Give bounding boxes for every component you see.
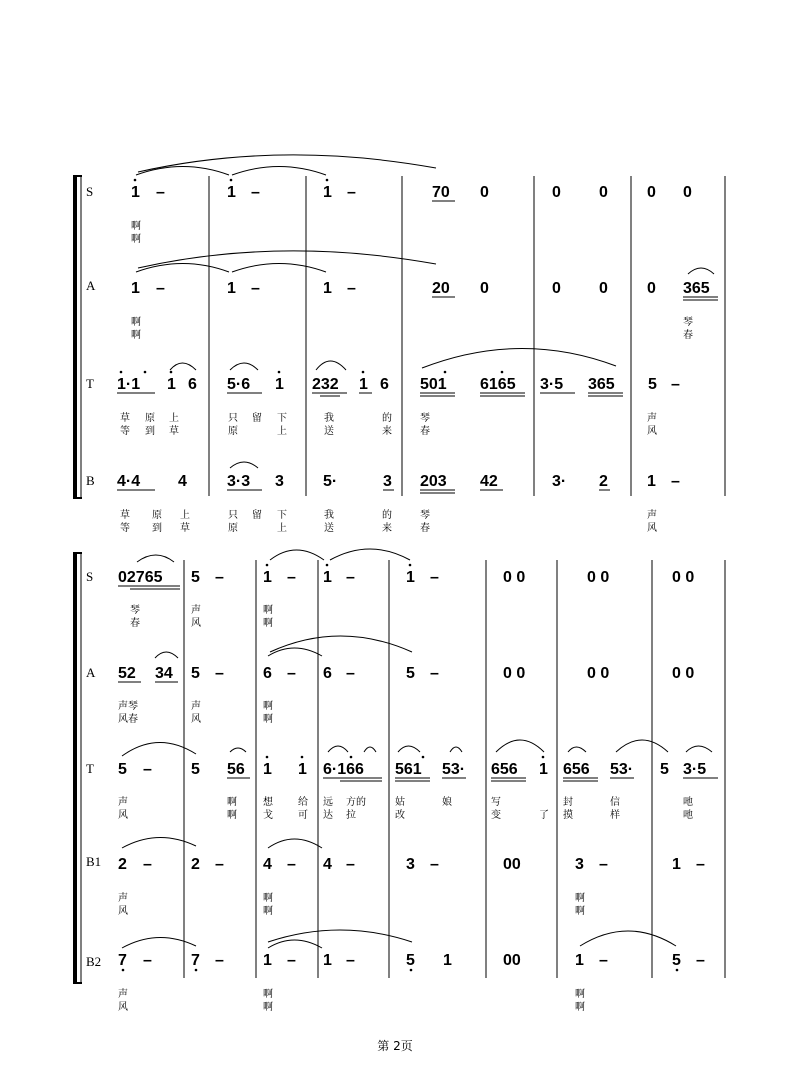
lyric: 变 [491, 810, 501, 821]
lyric: 啊 [575, 906, 585, 917]
lyric: 琴 [420, 413, 430, 424]
lyric: 风 [118, 810, 128, 821]
lyric: 草 [120, 510, 130, 521]
alto-notes [118, 665, 694, 682]
note: – [287, 856, 296, 873]
note: – [143, 856, 152, 873]
note: 5 [660, 761, 669, 778]
lyric: 娘 [442, 797, 452, 808]
lyric: 吔 [683, 810, 693, 821]
note: – [430, 856, 439, 873]
slurs [136, 251, 714, 274]
lyrics-line-1 [118, 795, 693, 808]
lyric: 啊 [263, 605, 273, 616]
lyric: 风 [647, 523, 657, 534]
lyric: 琴 [683, 317, 693, 328]
lyric: 送 [324, 426, 334, 437]
lyric: 风 [191, 714, 201, 725]
note: – [156, 184, 165, 201]
note: 6165 [480, 376, 516, 393]
lyric: 春 [130, 618, 140, 629]
note: – [599, 856, 608, 873]
note: 3·5 [683, 761, 707, 778]
note: 1 [539, 761, 548, 778]
lyric: 改 [395, 810, 405, 821]
note: 00 [503, 856, 521, 873]
note: – [671, 473, 680, 490]
note: 3 [275, 473, 284, 490]
lyric: 姑 [395, 797, 405, 808]
lyric: 只 [228, 413, 238, 424]
lyric: 风 [118, 906, 128, 917]
lyric: 啊 [263, 989, 273, 1000]
note: 0 [552, 280, 561, 297]
note: 5 [648, 376, 657, 393]
note: 1 [672, 856, 681, 873]
note: 1 [263, 952, 272, 969]
lyric: 啊 [131, 330, 141, 341]
lyric: 达 [323, 810, 333, 821]
lyrics-line-2 [120, 424, 657, 437]
lyric: 封 [563, 797, 573, 808]
note: 6 [263, 665, 272, 682]
note: 365 [588, 376, 615, 393]
note: 5 [191, 665, 200, 682]
part-label: T [86, 761, 94, 776]
lyric: 到 [145, 426, 155, 437]
lyric: 上 [277, 523, 287, 534]
note: 1·1 [117, 376, 141, 393]
lyric: 啊 [263, 906, 273, 917]
note: 20 [432, 280, 450, 297]
lyric: 上 [277, 426, 287, 437]
note: 0 0 [672, 569, 695, 586]
lyric: 声 [191, 605, 201, 616]
note: 0 [599, 280, 608, 297]
slurs [136, 155, 436, 175]
note: 0 [480, 184, 489, 201]
note: 656 [491, 761, 518, 778]
lyric: 下 [277, 413, 287, 424]
lyric: 啊 [227, 797, 237, 808]
page-number: 第 2页 [377, 1039, 413, 1053]
lyric: 来 [382, 523, 392, 534]
barlines [209, 176, 725, 496]
lyric: 啊 [575, 989, 585, 1000]
note: 1 [359, 376, 368, 393]
lyric: 风 [118, 1002, 128, 1013]
note: 561 [395, 761, 422, 778]
lyric: 声 [118, 893, 128, 904]
note: – [251, 184, 260, 201]
note: 5 [191, 761, 200, 778]
note: 1 [323, 952, 332, 969]
note: 4 [323, 856, 332, 873]
soprano-notes [131, 184, 692, 201]
note: 2 [599, 473, 608, 490]
lyric: 啊 [131, 221, 141, 232]
note: 5 [672, 952, 681, 969]
note: 0 [647, 184, 656, 201]
note: – [430, 665, 439, 682]
lyric: 啊 [263, 1002, 273, 1013]
lyric: 下 [277, 510, 287, 521]
system-bracket [73, 553, 77, 983]
note: 7 [191, 952, 200, 969]
lyric: 上 [169, 413, 179, 424]
lyric: 声琴 [118, 701, 138, 712]
note: 1 [263, 569, 272, 586]
note: – [347, 280, 356, 297]
note: 2 [191, 856, 200, 873]
part-label: A [86, 278, 96, 293]
note: 1 [647, 473, 656, 490]
lyrics-line-2 [118, 808, 693, 821]
lyric: 只 [228, 510, 238, 521]
note: – [346, 856, 355, 873]
lyric: 给 [298, 797, 308, 808]
note: 1 [298, 761, 307, 778]
note: 6 [188, 376, 197, 393]
lyric: 草 [120, 413, 130, 424]
lyric: 声 [647, 510, 657, 521]
lyric: 戈 [263, 810, 273, 821]
lyric: 啊 [263, 618, 273, 629]
lyric: 写 [491, 797, 501, 808]
lyric: 了 [539, 810, 549, 821]
note: 5 [118, 761, 127, 778]
lyric: 吔 [683, 797, 693, 808]
lyric: 声 [118, 797, 128, 808]
note: – [251, 280, 260, 297]
lyric: 等 [120, 426, 130, 437]
lyric: 来 [382, 426, 392, 437]
note: – [156, 280, 165, 297]
note: 1 [131, 184, 140, 201]
note: 1 [131, 280, 140, 297]
note: 1 [323, 184, 332, 201]
lyric: 琴 [130, 605, 140, 616]
lyric: 想 [263, 797, 273, 808]
note: 3·5 [540, 376, 564, 393]
lyric: 摸 [563, 810, 573, 821]
lyric: 留 [252, 413, 262, 424]
lyric: 啊 [575, 893, 585, 904]
note: 0 0 [672, 665, 695, 682]
bass1-notes [118, 856, 705, 873]
note: – [599, 952, 608, 969]
part-label: T [86, 376, 94, 391]
note: 4·4 [117, 473, 141, 490]
note: 00 [503, 952, 521, 969]
note: 52 [118, 665, 136, 682]
lyric: 样 [610, 810, 620, 821]
lyric: 啊 [131, 317, 141, 328]
system-1 [73, 155, 725, 534]
system-bracket [73, 176, 77, 498]
note: – [143, 952, 152, 969]
note: – [215, 665, 224, 682]
tenor-notes [117, 376, 680, 393]
note: – [696, 856, 705, 873]
note: 5 [406, 952, 415, 969]
lyric: 啊 [227, 810, 237, 821]
note: 0 [552, 184, 561, 201]
note: 1 [227, 184, 236, 201]
lyric: 的 [382, 510, 392, 521]
lyric: 信 [610, 797, 620, 808]
part-label: S [86, 569, 94, 584]
note: – [287, 569, 296, 586]
lyric: 啊 [263, 714, 273, 725]
lyric: 我 [324, 510, 334, 521]
note: 0 [480, 280, 489, 297]
part-label: B2 [86, 954, 102, 969]
note: 1 [406, 569, 415, 586]
note: 1 [323, 569, 332, 586]
note: 1 [167, 376, 176, 393]
lyric: 拉 [346, 810, 356, 821]
note: 203 [420, 473, 447, 490]
lyrics-line-1 [120, 508, 657, 521]
note: 0 0 [503, 569, 526, 586]
note: 2 [118, 856, 127, 873]
lyric: 春 [420, 523, 430, 534]
lyrics-line-2 [120, 521, 657, 534]
note: 1 [443, 952, 452, 969]
note: 232 [312, 376, 339, 393]
note: 0 0 [587, 569, 610, 586]
bass2-notes [118, 952, 705, 969]
lyric: 春 [683, 330, 693, 341]
lyric: 可 [298, 810, 308, 821]
note: – [430, 569, 439, 586]
lyric: 的 [382, 413, 392, 424]
note: 1 [263, 761, 272, 778]
note: 4 [178, 473, 187, 490]
lyric: 啊 [131, 234, 141, 245]
note: – [346, 665, 355, 682]
bass-notes [117, 473, 680, 490]
note: 6 [380, 376, 389, 393]
lyric: 声 [647, 413, 657, 424]
note: – [215, 952, 224, 969]
note: – [347, 184, 356, 201]
note: 6 [323, 665, 332, 682]
note: – [215, 569, 224, 586]
lyric: 到 [152, 523, 162, 534]
note: 56 [227, 761, 245, 778]
lyric: 原 [228, 426, 238, 437]
note: – [143, 761, 152, 778]
slurs [170, 348, 616, 370]
lyric: 风 [647, 426, 657, 437]
note: 5·6 [227, 376, 251, 393]
note: 5· [323, 473, 338, 490]
note: 5 [406, 665, 415, 682]
lyric: 风 [191, 618, 201, 629]
part-label: B [86, 473, 95, 488]
note: 365 [683, 280, 710, 297]
note: 0 0 [587, 665, 610, 682]
note: 3 [575, 856, 584, 873]
lyrics-line-1 [120, 411, 657, 424]
lyric: 远 [323, 797, 333, 808]
lyric: 草 [169, 426, 179, 437]
note: 501 [420, 376, 447, 393]
lyric: 啊 [575, 1002, 585, 1013]
note: 6·166 [323, 761, 364, 778]
lyric: 声 [118, 989, 128, 1000]
alto-notes [131, 280, 710, 297]
note: 0 [683, 184, 692, 201]
lyric: 啊 [263, 893, 273, 904]
lyric: 原 [145, 413, 155, 424]
note: 656 [563, 761, 590, 778]
lyric: 原 [152, 510, 162, 521]
note: – [671, 376, 680, 393]
lyric: 琴 [420, 510, 430, 521]
lyric: 等 [120, 523, 130, 534]
note: – [215, 856, 224, 873]
tenor-notes [118, 761, 706, 778]
note: 4 [263, 856, 272, 873]
note: 70 [432, 184, 450, 201]
lyric: 方的 [346, 797, 366, 808]
part-label: A [86, 665, 96, 680]
note: 3· [552, 473, 567, 490]
note: – [346, 569, 355, 586]
note: 3 [383, 473, 392, 490]
note: 1 [275, 376, 284, 393]
lyric: 留 [252, 510, 262, 521]
part-label: S [86, 184, 94, 199]
note: – [696, 952, 705, 969]
lyric: 草 [180, 523, 190, 534]
lyric: 春 [420, 426, 430, 437]
note: 1 [227, 280, 236, 297]
note: 5 [191, 569, 200, 586]
note: – [346, 952, 355, 969]
lyric: 声 [191, 701, 201, 712]
soprano-notes [118, 569, 694, 586]
lyric: 风春 [118, 714, 138, 725]
lyric: 啊 [263, 701, 273, 712]
system-2 [73, 549, 725, 1013]
note: – [287, 952, 296, 969]
note: 1 [575, 952, 584, 969]
part-label: B1 [86, 854, 102, 869]
note: 0 [647, 280, 656, 297]
lyric: 原 [228, 523, 238, 534]
note: 0 0 [503, 665, 526, 682]
note: 34 [155, 665, 173, 682]
lyric: 送 [324, 523, 334, 534]
lyric: 上 [180, 510, 190, 521]
note: – [287, 665, 296, 682]
note: 53· [442, 761, 466, 778]
note: 3·3 [227, 473, 251, 490]
note: 02765 [118, 569, 163, 586]
note: 42 [480, 473, 498, 490]
note: 7 [118, 952, 127, 969]
note: 0 [599, 184, 608, 201]
note: 1 [323, 280, 332, 297]
lyric: 我 [324, 413, 334, 424]
note: 3 [406, 856, 415, 873]
note: 53· [610, 761, 634, 778]
